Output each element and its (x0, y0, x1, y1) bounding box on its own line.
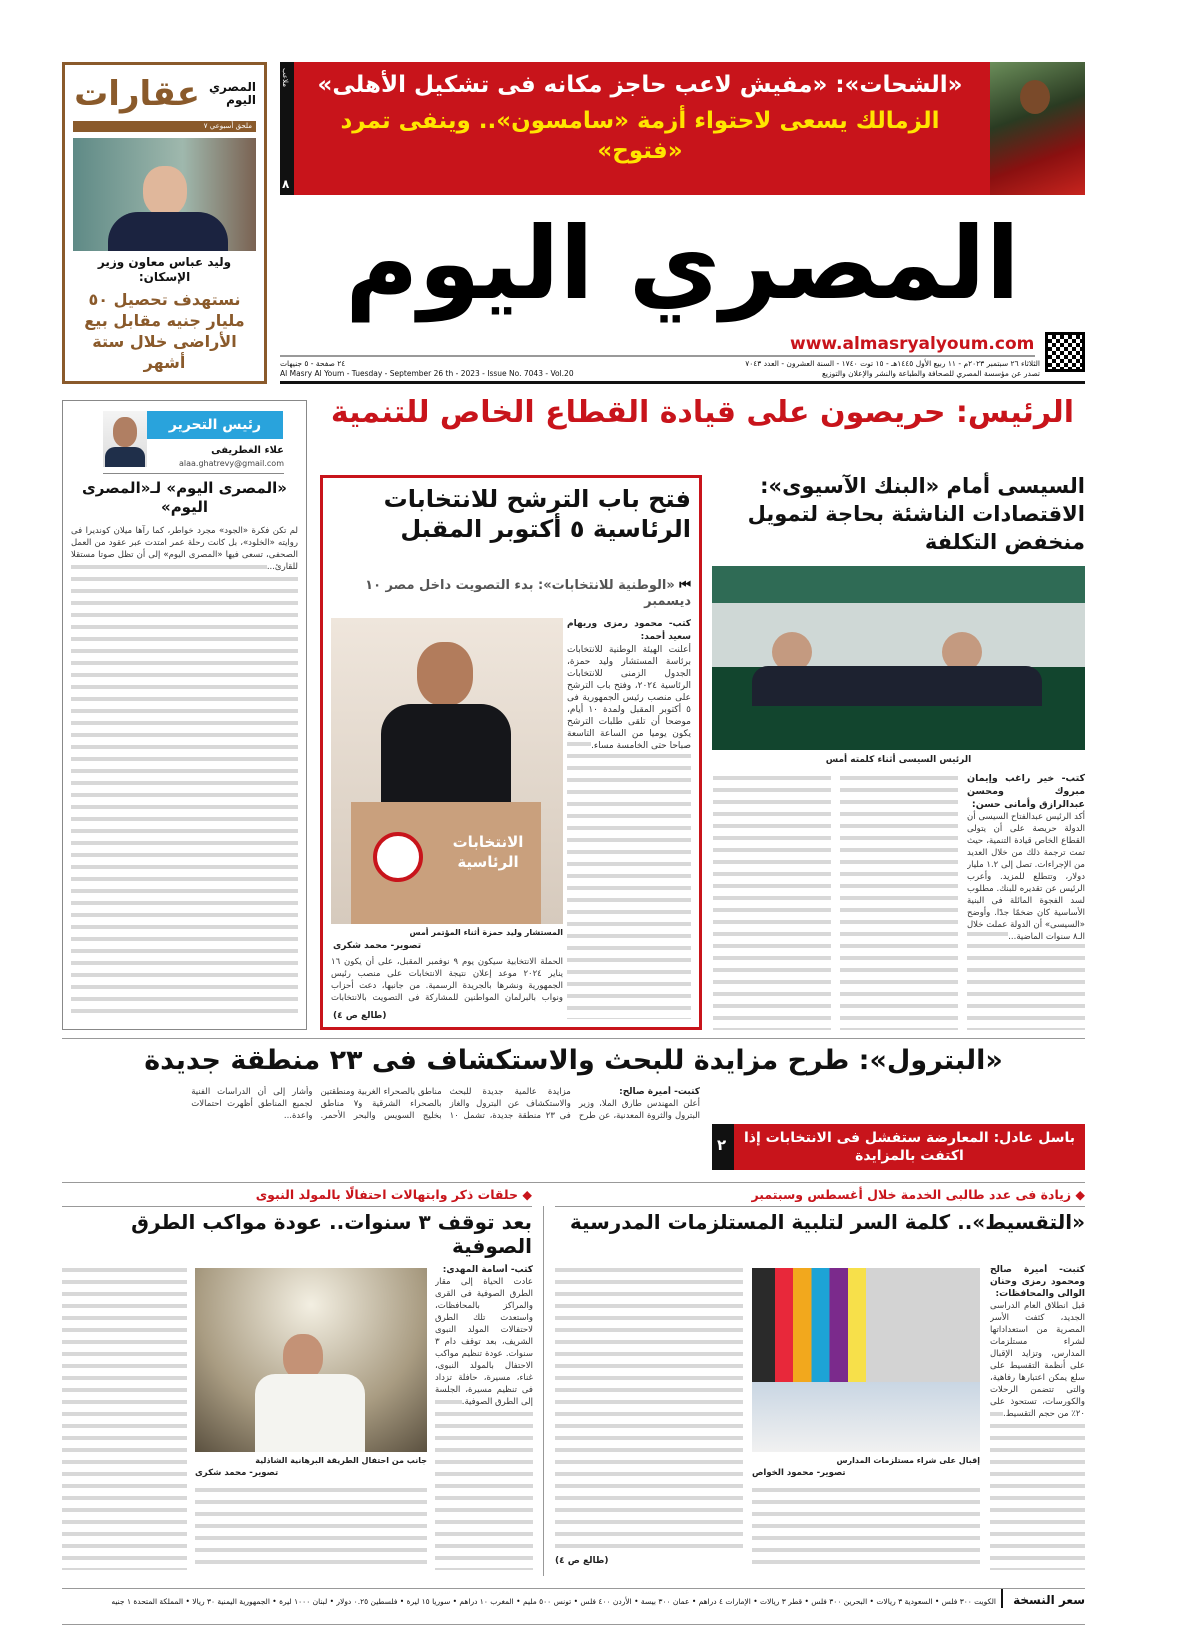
elections-body-bottom: الحملة الانتخابية سيكون يوم ٩ نوفمبر المقبل، على أن يكون ١٦ يناير ٢٠٢٤ موعد إعلان نتيجة الانتخابات على منصب رئيس الجمهورية ونشرها بالجريدة الرسمية. من جانبها، دعت أحزاب ونواب بالبرلمان المواطنين للمشاركة فى التصويت بالانتخابات (331, 956, 563, 1005)
installment-headline[interactable]: «التقسيط».. كلمة السر لتلبية المستلزمات المدرسية (569, 1210, 1085, 1234)
elections-headline[interactable]: فتح باب الترشح للانتخابات الرئاسية ٥ أكتوبر المقبل (383, 485, 691, 543)
sisi-photo-caption: الرئيس السيسى أثناء كلمته أمس (825, 755, 972, 765)
pages-price: ٢٤ صفحة - ٥ جنيهات (280, 359, 346, 368)
price-label: سعر النسخة (1013, 1593, 1085, 1607)
sufi-photo-credit: تصوير- محمد شكرى (195, 1468, 279, 1478)
petroleum-byline: كتبت- أميرة صالح: (619, 1087, 700, 1097)
elections-continued[interactable]: (طالع ص ٤) (333, 1011, 387, 1021)
sports-headline-2[interactable]: الزمالك يسعى لاحتواء أزمة «سامسون».. وينفى تمرد «فتوح» (340, 108, 940, 164)
issue-info-ar: الثلاثاء ٢٦ سبتمبر ٢٠٢٣م - ١١ ربيع الأول ١٤٤٥هـ - ١٥ توت ١٧٤٠ - السنة العشرون - العدد ٧٠٤٣ (745, 359, 1040, 368)
masthead-logo[interactable]: المصري اليوم (345, 205, 1020, 322)
aqarat-kicker: وليد عباس معاون وزير الإسكان: (97, 255, 232, 284)
aqarat-promo[interactable] (62, 62, 267, 384)
editor-column (62, 400, 307, 1030)
editor-article-body: لم تكن فكرة «الجود» مجرد خواطر، كما رآها ميلان كونديرا فى روايته «الخلود»، بل كانت رحلة عمر امتدت عبر عقود من العمل الصحفى، تسعى فيها «المصرى اليوم» إلى أن تظل صوتا مستقلا للقارئ... (71, 525, 298, 1021)
official-photo (73, 138, 256, 251)
price-list: الكويت ٣٠٠ فلس • السعودية ٣ ريالات • البحرين ٣٠٠ فلس • قطر ٣ ريالات • الإمارات ٤ دراهم • عمان ٣٠٠ بيسة • الأردن ٤٠٠ فلس • تونس ٥٠٠ مليم • المغرب ١٠ دراهم • سوريا ١٥ ليرة • فلسطين ٠.٢٥ دولار • لبنان ١٠٠٠ ليرة • الجمهورية اليمنية ٣٠ ريالا • المملكة المتحدة ١ جنيه (111, 1597, 997, 1606)
podium: الانتخابات الرئاسية (351, 802, 541, 924)
page-ref: ٨ (282, 177, 290, 191)
election-commission-emblem (373, 832, 423, 882)
installment-continued[interactable]: (طالع ص ٤) (555, 1556, 609, 1566)
basel-headline: باسل عادل: المعارضة ستفشل فى الانتخابات إذا اكتفت بالمزايدة (744, 1130, 1075, 1164)
editor-article-title[interactable]: «المصرى اليوم» لـ«المصرى اليوم» (82, 479, 287, 516)
diamond-icon: ◆ (1071, 1187, 1085, 1202)
editor-photo (103, 411, 147, 467)
sports-headline-1[interactable]: «الشحات»: «مفيش لاعب حاجز مكانه فى تشكيل الأهلى» (317, 72, 963, 98)
sufi-body-left (62, 1264, 187, 1570)
diamond-icon: ◆ (518, 1187, 532, 1202)
installment-photo-credit: تصوير- محمود الخواص (752, 1468, 846, 1478)
elections-body-right: كتب- محمود رمزى وريهام سعيد أحمد: أعلنت الهيئة الوطنية للانتخابات برئاسة المستشار وليد حمزة، الجدول الزمنى للانتخابات الرئاسية ٢٠٢٤، وفتح باب الترشح على منصب رئيس الجمهورية فى ٥ أكتوبر المقبل ولمدة ١٠ أيام، موضحا أن تلقى طلبات الترشح يكون يوميا من الساعة التاسعة صباحا حتى الخامسة مساء. (567, 618, 691, 1019)
sufi-tag: ◆ حلقات ذكر وابتهالات احتفالًا بالمولد النبوى (255, 1187, 532, 1202)
side-label: ملاعب (281, 68, 289, 87)
elections-photo-caption: المستشار وليد حمزة أثناء المؤتمر أمس (409, 928, 563, 937)
sisi-byline: كتب- خير راغب وإيمان مبروك ومحسن عبدالرازق وأمانى حسن: (967, 773, 1085, 810)
main-headline[interactable]: الرئيس: حريصون على قيادة القطاع الخاص للتنمية (330, 395, 1075, 430)
sisi-body-col-3 (713, 772, 831, 1030)
elections-byline: كتب- محمود رمزى وريهام سعيد أحمد: (567, 619, 691, 642)
sufi-body-right: كتب- أسامة المهدى: عادت الحياة إلى مقار الطرق الصوفية فى القرى والمراكز بالمحافظات، واستعدت تلك الطرق لاحتفالات المولد النبوى الشريف، بعد توقف دام ٣ سنوات. عودة تنظيم مواكب الاحتفال بالمولد النبوى، غناء، مسيرة، حافلة تزداد فى تنظيم مسيرة، الجلسة إلى الطرق الصوفية. (435, 1264, 533, 1570)
sufi-photo (195, 1268, 427, 1452)
sisi-headline[interactable]: السيسى أمام «البنك الآسيوى»: الاقتصادات الناشئة بحاجة لتمويل منخفض التكلفة (747, 474, 1085, 554)
publisher-line: تصدر عن مؤسسة المصري للصحافة والطباعة والنشر والإعلان والتوزيع (821, 369, 1040, 378)
editor-label: رئيس التحرير (147, 411, 283, 439)
sports-banner[interactable] (280, 62, 1085, 195)
player-photo (990, 62, 1085, 195)
petroleum-body: كتبت- أميرة صالح: أعلن المهندس طارق الملا، وزير البترول والثروة المعدنية، عن طرح مزايدة عالمية جديدة للبحث والاستكشاف عن البترول والغاز فى ٢٣ منطقة جديدة، تشمل ١٠ مناطق بالصحراء الغربية ومنطقتين بالصحراء الشرقية و٧ مناطق بخليج السويس والبحر الأحمر. وأشار إلى أن الدراسات الفنية لجميع المناطق أظهرت احتمالات واعدة... (191, 1087, 700, 1121)
elections-subhead: ⏮ «الوطنية للانتخابات»: بدء التصويت داخل مصر ١٠ ديسمبر (365, 578, 691, 609)
installment-byline: كتبت- أميرة صالح ومحمود رمزى وحنان الوالى والمحافظات: (990, 1265, 1085, 1299)
aqarat-brand-sub: المصري اليوم (209, 80, 256, 107)
price-footer (62, 1593, 1085, 1608)
qr-code-icon (1045, 332, 1085, 372)
sisi-photo (712, 566, 1085, 750)
basel-page-ref: ٢ (717, 1136, 727, 1154)
sufi-photo-caption: جانب من احتفال الطريقة البرهانية الشاذلية (255, 1456, 427, 1465)
sisi-body-col-1: كتب- خير راغب وإيمان مبروك ومحسن عبدالرازق وأمانى حسن: أكد الرئيس عبدالفتاح السيسى أن الدولة حريصة على أن يتولى القطاع الخاص قيادة التنمية، حيث تمت ترجمة ذلك من خلال العديد من الإجراءات. تصل إلى ١.٢ مليار دولار، وتتطلع للمزيد. وأعرب الرئيس عن تقديره للبنك. مطلوب لسد الفجوة المائلة فى البنية الأساسية كان ضخمًا جدًا. وأوضح «السيسى» أن الدولة عملت خلال الـ٨ سنوات الماضية... (967, 772, 1085, 1030)
editor-name: علاء الغطريفى (211, 445, 284, 456)
sufi-byline: كتب- أسامة المهدى: (435, 1264, 533, 1276)
sisi-body-col-2 (840, 772, 958, 1030)
elections-photo (331, 618, 563, 924)
sufi-headline[interactable]: بعد توقف ٣ سنوات.. عودة مواكب الطرق الصوفية (131, 1210, 532, 1258)
installment-photo (752, 1268, 980, 1452)
installment-tag: ◆ زيادة فى عدد طالبى الخدمة خلال أغسطس وسبتمبر (751, 1187, 1085, 1202)
elections-box (320, 475, 702, 1030)
issue-info-en: Al Masry Al Youm - Tuesday - September 26 th - 2023 - Issue No. 7043 - Vol.20 (280, 369, 574, 378)
sufi-body-bottom (195, 1484, 427, 1570)
installment-photo-caption: إقبال على شراء مستلزمات المدارس (836, 1456, 980, 1465)
basel-banner[interactable] (712, 1124, 1085, 1170)
installment-body-bottom (752, 1484, 980, 1570)
elections-photo-credit: تصوير- محمد شكرى (333, 941, 422, 951)
petroleum-headline[interactable]: «البترول»: طرح مزايدة للبحث والاستكشاف فى ٢٣ منطقة جديدة (144, 1045, 1003, 1076)
website-url[interactable]: www.almasryalyoum.com (790, 334, 1035, 354)
fast-back-icon: ⏮ (674, 578, 691, 593)
installment-body-left (555, 1264, 743, 1550)
aqarat-headline[interactable]: نستهدف تحصيل ٥٠ مليار جنيه مقابل بيع الأراضى خلال ستة أشهر (84, 290, 245, 372)
editor-email[interactable]: alaa.ghatrevy@gmail.com (178, 459, 284, 468)
aqarat-brand: عقارات (74, 74, 200, 114)
installment-body-right: كتبت- أميرة صالح ومحمود رمزى وحنان الوالى والمحافظات: قبل انطلاق العام الدراسى الجديد، كثفت الأسر المصرية من استعداداتها لشراء مستلزمات المدارس، وتزايد الإقبال على أنظمة التقسيط على سلع يمكن اعتبارها رفاهية، والتى تتضمن الرحلات والكورسات، تستحوذ على ٢٠٪ من حجم التقسيط. (990, 1264, 1085, 1570)
supplement-bar: ملحق أسبوعي ٧ (73, 121, 256, 132)
